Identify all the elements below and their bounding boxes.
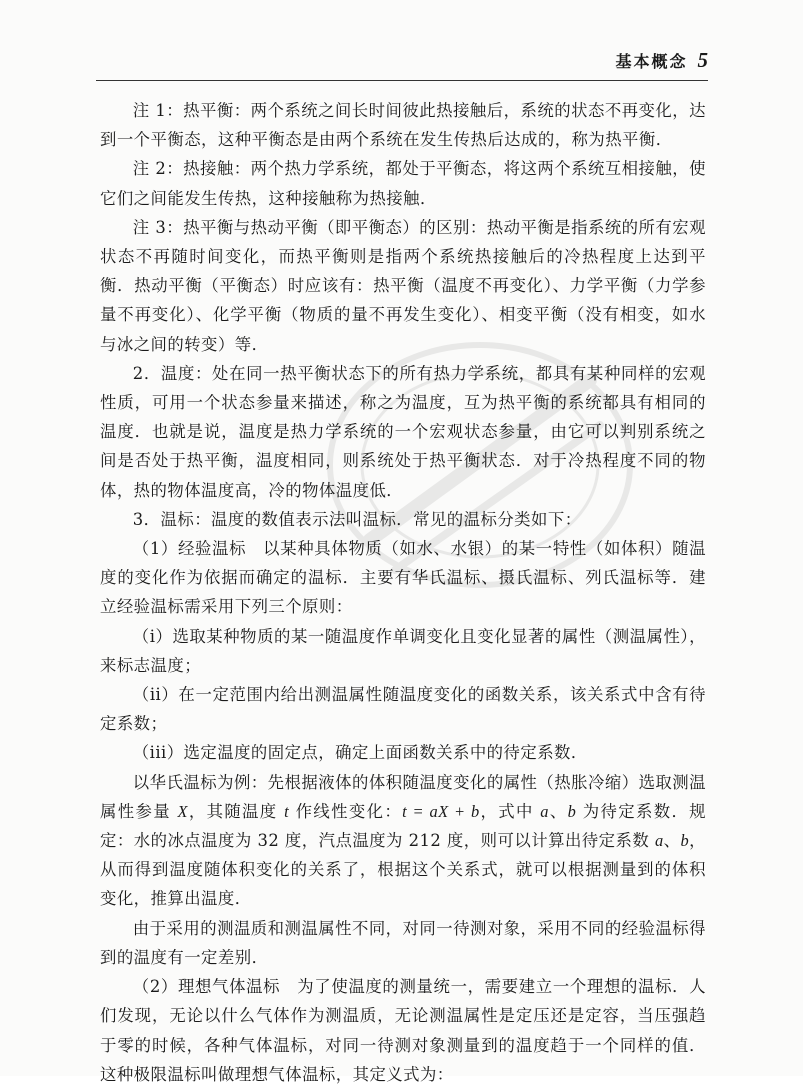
variable-t: t — [284, 801, 290, 821]
principle-3-paragraph — [100, 738, 706, 767]
principle-2-text: （ii）在一定范围内给出测温属性随温度变化的函数关系，该关系式中含有待定系数； — [100, 685, 706, 734]
text-span: ，其随温度 — [187, 801, 285, 821]
ideal-gas-scale-paragraph — [100, 972, 706, 1089]
temperature-scale-paragraph — [100, 505, 706, 534]
text-span: 、 — [663, 831, 681, 851]
text-span: ，式中 — [479, 801, 541, 821]
principle-2-paragraph — [100, 680, 706, 738]
note-1-paragraph — [100, 96, 706, 154]
note-3-paragraph — [100, 213, 706, 359]
scale-difference-text: 由于采用的测温质和测温属性不同，对同一待测对象，采用不同的经验温标得到的温度有一定差别． — [100, 918, 706, 967]
variable-a: a — [654, 831, 664, 851]
note-2-paragraph — [100, 154, 706, 212]
text-span: 为待定系数．规定：水的冰点温度为 32 度，汽点温度为 212 度，则可以计算出待定系数 — [100, 801, 707, 851]
variable-a: a — [540, 801, 549, 821]
fahrenheit-example-paragraph — [100, 768, 706, 914]
variable-b: b — [680, 831, 690, 851]
text-span: 以华氏温标为例：先根据液体的体积随温度变化的属性（热胀冷缩）选取测温属性参量 — [100, 772, 706, 821]
ideal-gas-scale-text: （2）理想气体温标 为了使温度的测量统一，需要建立一个理想的温标．人们发现，无论以什么气体作为测温质，无论测温属性是定压还是定容，当压强趋于零的时候，各种气体温标，对同一待测对象测量到的温度趋于一个同样的值．这种极限温标叫做理想气体温标，其定义式为： — [100, 977, 706, 1084]
text-span: 、 — [548, 801, 568, 821]
empirical-scale-text: （1）经验温标 以某种具体物质（如水、水银）的某一特性（如体积）随温度的变化作为依据而确定的温标．主要有华氏温标、摄氏温标、列氏温标等．建立经验温标需采用下列三个原则： — [100, 539, 706, 617]
body-text — [100, 96, 706, 1089]
temperature-text: 2．温度：处在同一热平衡状态下的所有热力学系统，都具有某种同样的宏观性质，可用一个状态参量来描述，称之为温度，互为热平衡的系统都具有相同的温度．也就是说，温度是热力学系统的一个宏观状态参量，由它可以判别系统之间是否处于热平衡，温度相同，则系统处于热平衡状态．对于冷热程度不同的物体，热的物体温度高，冷的物体温度低． — [100, 363, 706, 500]
linear-formula: t = aX + b — [402, 801, 480, 821]
note-2-text: 注 2：热接触：两个热力学系统，都处于平衡态，将这两个系统互相接触，使它们之间能发生传热，这种接触称为热接触． — [100, 159, 706, 208]
empirical-scale-paragraph — [100, 534, 706, 622]
chapter-title: 基本概念 — [615, 51, 688, 71]
running-header — [96, 46, 708, 74]
text-span: 作线性变化： — [289, 801, 403, 821]
principle-1-text: （i）选取某种物质的某一随温度作单调变化且变化显著的属性（测温属性），来标志温度； — [100, 626, 706, 675]
principle-3-text: （iii）选定温度的固定点，确定上面函数关系中的待定系数． — [132, 743, 588, 763]
page-number: 5 — [697, 47, 708, 72]
variable-b: b — [567, 801, 577, 821]
temperature-scale-text: 3．温标：温度的数值表示法叫温标．常见的温标分类如下： — [132, 509, 582, 529]
header-rule — [96, 80, 708, 81]
temperature-paragraph — [100, 359, 706, 505]
note-1-text: 注 1：热平衡：两个系统之间长时间彼此热接触后，系统的状态不再变化，达到一个平衡态，这种平衡态是由两个系统在发生传热后达成的，称为热平衡． — [100, 101, 706, 150]
variable-x: X — [177, 801, 188, 821]
principle-1-paragraph — [100, 622, 706, 680]
scale-difference-paragraph — [100, 914, 706, 972]
text-span: ，从而得到温度随体积变化的关系了，根据这个关系式，就可以根据测量到的体积变化，推算出温度． — [100, 831, 707, 909]
note-3-text: 注 3：热平衡与热动平衡（即平衡态）的区别：热动平衡是指系统的所有宏观状态不再随时间变化，而热平衡则是指两个系统热接触后的冷热程度上达到平衡．热动平衡（平衡态）时应该有：热平衡（温度不再变化）、力学平衡（力学参量不再变化）、化学平衡（物质的量不再发生变化）、相变平衡（没有相变，如水与冰之间的转变）等． — [100, 217, 706, 354]
